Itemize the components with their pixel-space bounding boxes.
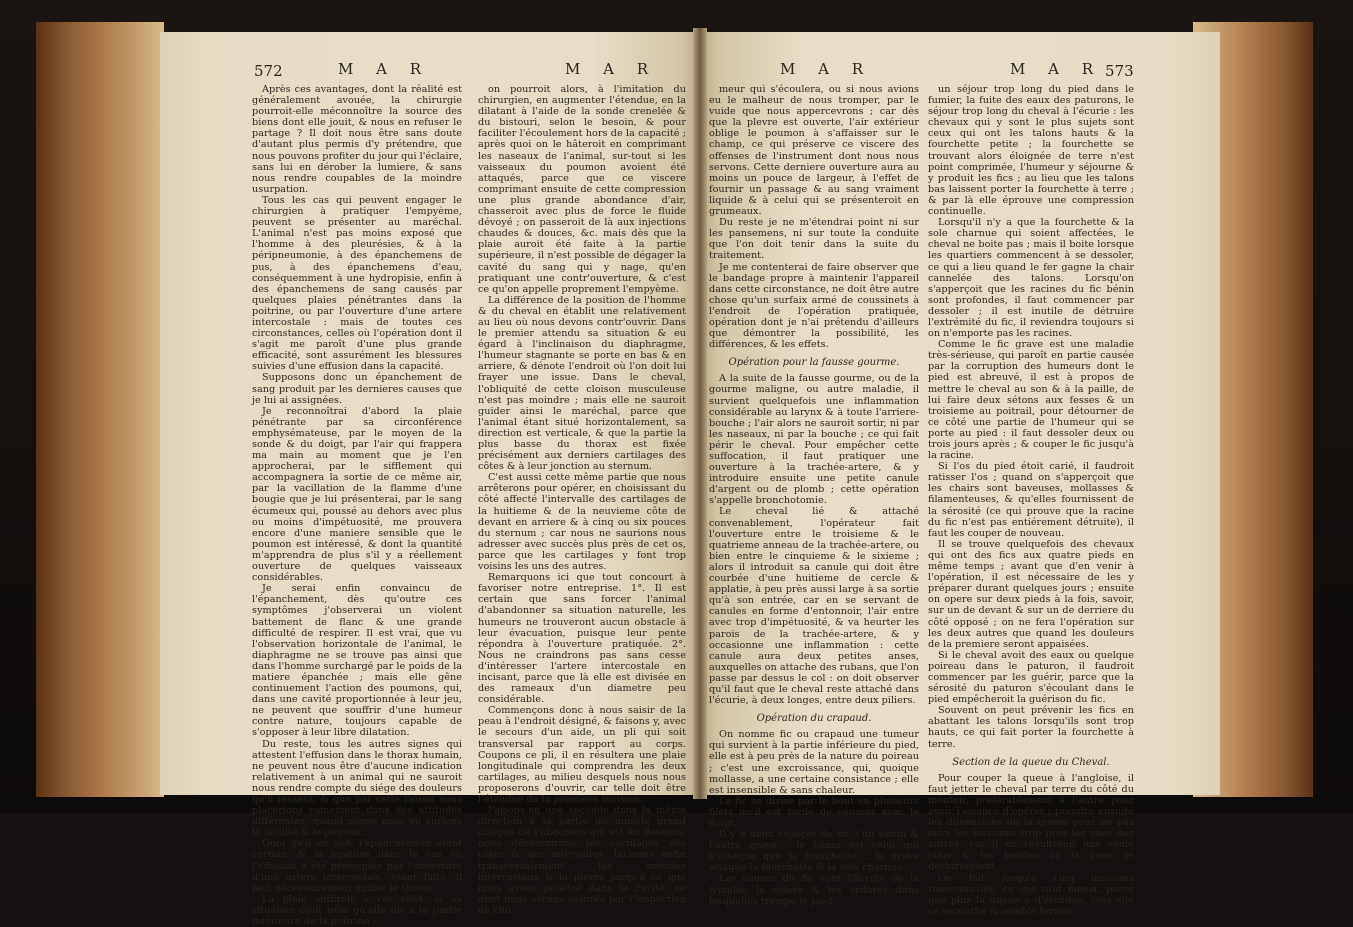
paragraph: Le fic se divise par le bout en plusieurs filets qu'il est facile de séparer avec le doigt. [709,795,919,829]
running-head-left-2: M A R [565,60,658,78]
paragraph: Il y a deux especes de fic, l'un bénin & l'autre grave : le bénin est celui qui n'attaque que la fourchette ; le grave attaque la fourchette & la sole charnue. [709,829,919,874]
paragraph: Le cheval lié & attaché convenablement, l'opérateur fait l'ouverture entre le troisieme & le quatrieme anneau de la trachée-artere, ou bien entre le cinquieme & le sixieme ; alors il introduit sa canule qui doit être courbée d'une huitieme de cercle & applatie, à peu près aussi large à sa sortie qu'à son entrée, car en se servant de canules en forme d'entonnoir, l'air entre avec trop d'impétuosité, & va heurter les parois de la trachée-artere, & y occasionne une inflammation : cette canule aura deux petites anses, auxquelles on attache des rubans, que l'on passe par dessus le col : on doit observer qu'il faut que le cheval reste attaché dans l'écurie, à deux longes, entre deux piliers. [709,506,919,707]
paragraph: Lorsqu'il n'y a que la fourchette & la sole charnue qui soient affectées, le cheval ne boite pas ; mais il boite lorsque les quartiers commencent à se dessoler, ce qui a lieu quand le fer gagne la chair cannelée des talons. Lorsqu'on s'apperçoit que les racines du fic bénin sont profondes, il faut commencer par dessoler ; il est inutile de détruire l'extrémité du fic, il reviendra toujours si on n'emporte pas les racines. [928,217,1134,340]
paragraph: Du reste je ne m'étendrai point ni sur les pansemens, ni sur toute la conduite que l'on doit tenir dans la suite du traitement. [709,217,919,262]
paragraph: Je me contenterai de faire observer que le bandage propre à maintenir l'appareil dans cette circonstance, ne doit être autre chose qu'un surfaix armé de coussinets à l'endroit de l'opération pratiquée, opération dont je n'ai prétendu d'ailleurs que démontrer la possibilité, les différences, & les effets. [709,261,919,351]
running-head-left-1: M A R [338,60,431,78]
paragraph: Si le cheval avoit des eaux ou quelque poireau dans le paturon, il faudroit commencer par les guérir, parce que la sérosité du paturon s'écoulant dans le pied empêcheroit la guérison du fic. [928,649,1134,706]
section-heading: Section de la queue du Cheval. [952,756,1110,768]
paragraph: Du reste, tous les autres signes qui attestent l'effusion dans le thorax humain, ne peuvent nous être d'aucune indication relativement à un animal qui ne sauroit nous rendre compte du siége des douleurs qu'il ressent, & que par cette raison nous placerions vainement dans des attitudes différentes, quand même nous en aurions la facilité & le pouvoir. [252,738,462,839]
paragraph: On nomme fic ou crapaud une tumeur qui survient à la partie inférieure du pied, elle est à peu près de la nature du poireau ; c'est une excroissance, qui, quoique mollasse, a une certaine consistance ; elle est insensible & sans chaleur. [709,729,919,796]
paragraph: Les causes du fic sont l'âcreté de la lymphe, la colere & les ordures dans lesquelles trempe le pied, [709,873,919,907]
paragraph: La différence de la position de l'homme & du cheval en établit une relativement au lieu où nous devons contr'ouvrir. Dans le premier attendu sa situation & eu égard à l'inclinaison du diaphragme, l'humeur stagnante se porte en bas & en arriere, & dénote l'endroit où l'on doit lui frayer une issue. Dans le cheval, l'obliquité de cette cloison musculeuse n'est pas moindre ; mais elle ne sauroit guider ainsi le maréchal, parce que l'animal étant situé horizontalement, sa direction est verticale, & que la partie la plus basse du thorax est fixée précisément aux derniers cartilages des côtes & à leur jonction au sternum. [478,294,686,473]
book-gutter [693,28,707,799]
paragraph: On fait jusqu'à cinq incisions transversales, ce qui vaut mieux, parce que plus la queue a d'étendue, plus elle se secourbe & semble former [928,872,1134,917]
paragraph: Quoi qu'il en soit, l'épanchement étant certain, & la ligature dans le cas où l'effusion a été provoquée par l'ouverture d'une artere intercostale, étant faite, il faut nécessairement vuider le thorax. [252,838,462,894]
paragraph: Faisons-en une seconde dans la même direction à la partie du muscle grand oblique de l'abdomen qui est au dessous, nous découvrirons les cartilages des côtes & des intervalles. Incisons enfin transversalement les muscles intercostaux & la plevre jusqu'à ce que nous ayons pénétré dans la cavité, ce dont nous serons assurés par l'inspection de l'hu- [478,805,686,916]
paragraph: A la suite de la fausse gourme, ou de la gourme maligne, ou autre maladie, il survient quelquefois une inflammation considérable au larynx & à toute l'arriere-bouche ; l'air alors ne sauroit sortir, ni par les naseaux, ni par la bouche ; ce qui fait périr le cheval. Pour empêcher cette suffocation, il faut pratiquer une ouverture à la trachée-artere, & y introduire ensuite une petite canule d'argent ou de plomb ; cette opération s'appelle bronchotomie. [709,373,919,507]
running-head-right-2: M A R [1010,60,1103,78]
left-page-edges [36,22,164,797]
running-head-right-1: M A R [780,60,873,78]
paragraph: C'est aussi cette même partie que nous arrêterons pour opérer, en choisissant du côté affecté l'intervalle des cartilages de la huitieme & de la neuvieme côte de devant en arriere & à cinq ou six pouces du sternum ; car nous ne saurions nous adresser avec succès plus près de cet os, parce que les cartilages y font trop voisins les uns des autres. [478,472,686,573]
page-number-right: 573 [1105,62,1134,80]
paragraph: on pourroit alors, à l'imitation du chirurgien, en augmenter l'étendue, en la dilatant à l'aide de la sonde crenelée & du bistouri, selon le besoin, & pour faciliter l'écoulement hors de la capacité ; après quoi on le hâteroit en comprimant les naseaux de l'animal, sur-tout si les vaisseaux du poumon avoient été attaqués, parce que ce viscere comprimant ensuite de cette compression une plus grande abondance d'air, chasseroit avec plus de force le fluide dévoyé ; on passeroit de là aux injections chaudes & douces, &c. mais dès que la plaie auroit été faite à la partie supérieure, il n'est possible de dégager la cavité du sang qui y nage, qu'en pratiquant une contr'ouverture, & c'est ce qu'on appelle proprement l'empyème. [478,84,686,295]
paragraph: Commençons donc à nous saisir de la peau à l'endroit désigné, & faisons y, avec le secours d'un aide, un pli qui soit transversal par rapport au corps. Coupons ce pli, il en résultera une plaie longitudinale qui comprendra les deux cartilages, au milieu desquels nous nous proposerons d'ouvrir, car telle doit être l'étendue de la premiere incision. [478,705,686,805]
section-heading: Opération pour la fausse gourme. [728,357,900,369]
text-column-1 [252,84,462,927]
paragraph: La plaie suffiroit à cet effet, si sa situation étoit telle qu'elle fût à la partie inférieure de la poitrine ; [252,893,462,927]
paragraph: Remarquons ici que tout concourt à favoriser notre entreprise. 1°. Il est certain que sans forcer l'animal d'abandonner sa situation naturelle, les humeurs ne trouveront aucun obstacle à leur évacuation, puisque leur pente répondra à l'ouverture pratiquée. 2°. Nous ne craindrons pas sans cesse d'intéresser l'artere intercostale en incisant, parce que là elle est divisée en des rameaux d'un diametre peu considérable. [478,572,686,706]
paragraph: Souvent on peut prévenir les fics en abattant les talons lorsqu'ils sont trop hauts, ce qui fait porter la fourchette à terre. [928,705,1134,750]
text-column-2 [478,84,686,916]
paragraph: un séjour trop long du pied dans le fumier, la fuite des eaux des paturons, le séjour trop long du cheval à l'écurie : les chevaux qui y sont le plus sujets sont ceux qui ont les talons hauts & la fourchette petite ; la fourchette se trouvant alors éloignée de terre n'est point comprimée, l'humeur y séjourne & y produit les fics ; au lieu que les talons bas laissent porter la fourchette à terre ; & par là elle éprouve une compression continuelle. [928,84,1134,218]
paragraph: Si l'os du pied étoit carié, il faudroit ratisser l'os ; quand on s'apperçoit que les chairs sont baveuses, mollasses & filamenteuses, & qu'elles fournissent de la sérosité (ce qui prouve que la racine du fic n'est pas entiérement détruite), il faut les couper de nouveau. [928,461,1134,539]
section-heading: Opération du crapaud. [756,713,872,725]
text-column-3 [709,84,919,907]
paragraph: Après ces avantages, dont la réalité est généralement avouée, la chirurgie pourroit-elle méconnoître la source des biens dont elle jouit, & nous en refuser le partage ? Il doit nous être sans doute d'autant plus permis d'y prétendre, que nous pouvons profiter du jour qui l'éclaire, sans lui en dérober la lumiere, & sans nous rendre coupables de la moindre usurpation. [252,84,462,195]
paragraph: Supposons donc un épanchement de sang produit par les dernieres causes que je lui ai assignées. [252,372,462,406]
paragraph: meur qui s'écoulera, ou si nous avions eu le malheur de nous tromper, par le vuide que nous appercevrons ; car dès que la plevre est ouverte, l'air extérieur oblige le poumon à s'affaisser sur le champ, ce qui préserve ce viscere des offenses de l'instrument dont nous nous servons. Cette derniere ouverture aura au moins un pouce de largeur, à l'effet de fournir un passage & au sang vraiment liquide & à celui qui se présenteroit en grumeaux. [709,84,919,218]
paragraph: Comme le fic grave est une maladie très-sérieuse, qui paroît en partie causée par la corruption des humeurs dont le pied est abreuvé, il est à propos de mettre le cheval au son & à la paille, de lui faire deux sétons aux fesses & un troisieme au poitrail, pour détourner de ce côté une partie de l'humeur qui se porte au pied : il faut dessoler deux ou trois jours après ; & couper le fic jusqu'à la racine. [928,339,1134,462]
paragraph: Je serai enfin convaincu de l'épanchement, dès qu'outre ces symptômes j'observerai un violent battement de flanc & une grande difficulté de respirer. Il est vrai, que vu l'observation horizontale de l'animal, le diaphragme ne se trouve pas ainsi que dans l'homme surchargé par le poids de la matiere épanchée ; mais elle gêne continuement l'action des poumons, qui, dans une cavité proportionnée à leur jeu, ne peuvent que souffrir d'une humeur contre nature, toujours capable de s'opposer à leur libre dilatation. [252,583,462,739]
paragraph: Tous les cas qui peuvent engager le chirurgien à pratiquer l'empyème, peuvent se présenter au maréchal. L'animal n'est pas moins exposé que l'homme à des pleurésies, & à la péripneumonie, à des épanchemens de pus, à des épanchemens d'eau, conséquemment à une hydropisie, enfin à des épanchemens de sang causés par quelques plaies pénétrantes dans la poitrine, ou par l'ouverture d'une artere intercostale : mais de toutes ces circonstances, celles où l'opération dont il s'agit me paroît d'une plus grande efficacité, sont assurément les blessures suivies d'une effusion dans la capacité. [252,194,462,373]
paragraph: Pour couper la queue à l'angloise, il faut jetter le cheval par terre du côté du montoir, préférablement à l'autre pour avoir l'aisance d'opérer ; prendre ensuite les dimensions de la queue pour ne pas faire les incisions trop près les unes des autres, car il en résulteroit une seule plaie & les bandes de la peau se déchireroient. [928,772,1134,873]
text-column-4 [928,84,1134,917]
paragraph: Il se trouve quelquefois des chevaux qui ont des fics aux quatre pieds en même temps ; avant que d'en venir à l'opération, il est nécessaire de les y préparer durant quelques jours ; ensuite on opere sur deux pieds à la fois, savoir, sur un de devant & sur un de derriere du côté opposé ; on ne fera l'opération sur les deux autres que quand les douleurs de la premiere seront appaisées. [928,538,1134,650]
page-number-left: 572 [254,62,283,80]
paragraph: Je reconnoîtrai d'abord la plaie pénétrante par sa circonférence emphysémateuse, par le moyen de la sonde & du doigt, par l'air qui frappera ma main au moment que je l'en approcherai, par le sifflement qui accompagnera la sortie de ce même air, par la vacillation de la flamme d'une bougie que je lui présenterai, par le sang écumeux qui, poussé au dehors avec plus ou moins d'impétuosité, me prouvera encore d'une maniere sensible que le poumon est intéressé, & dont la quantité m'apprendra de plus s'il y a réellement ouverture de quelques vaisseaux considérables. [252,405,462,584]
